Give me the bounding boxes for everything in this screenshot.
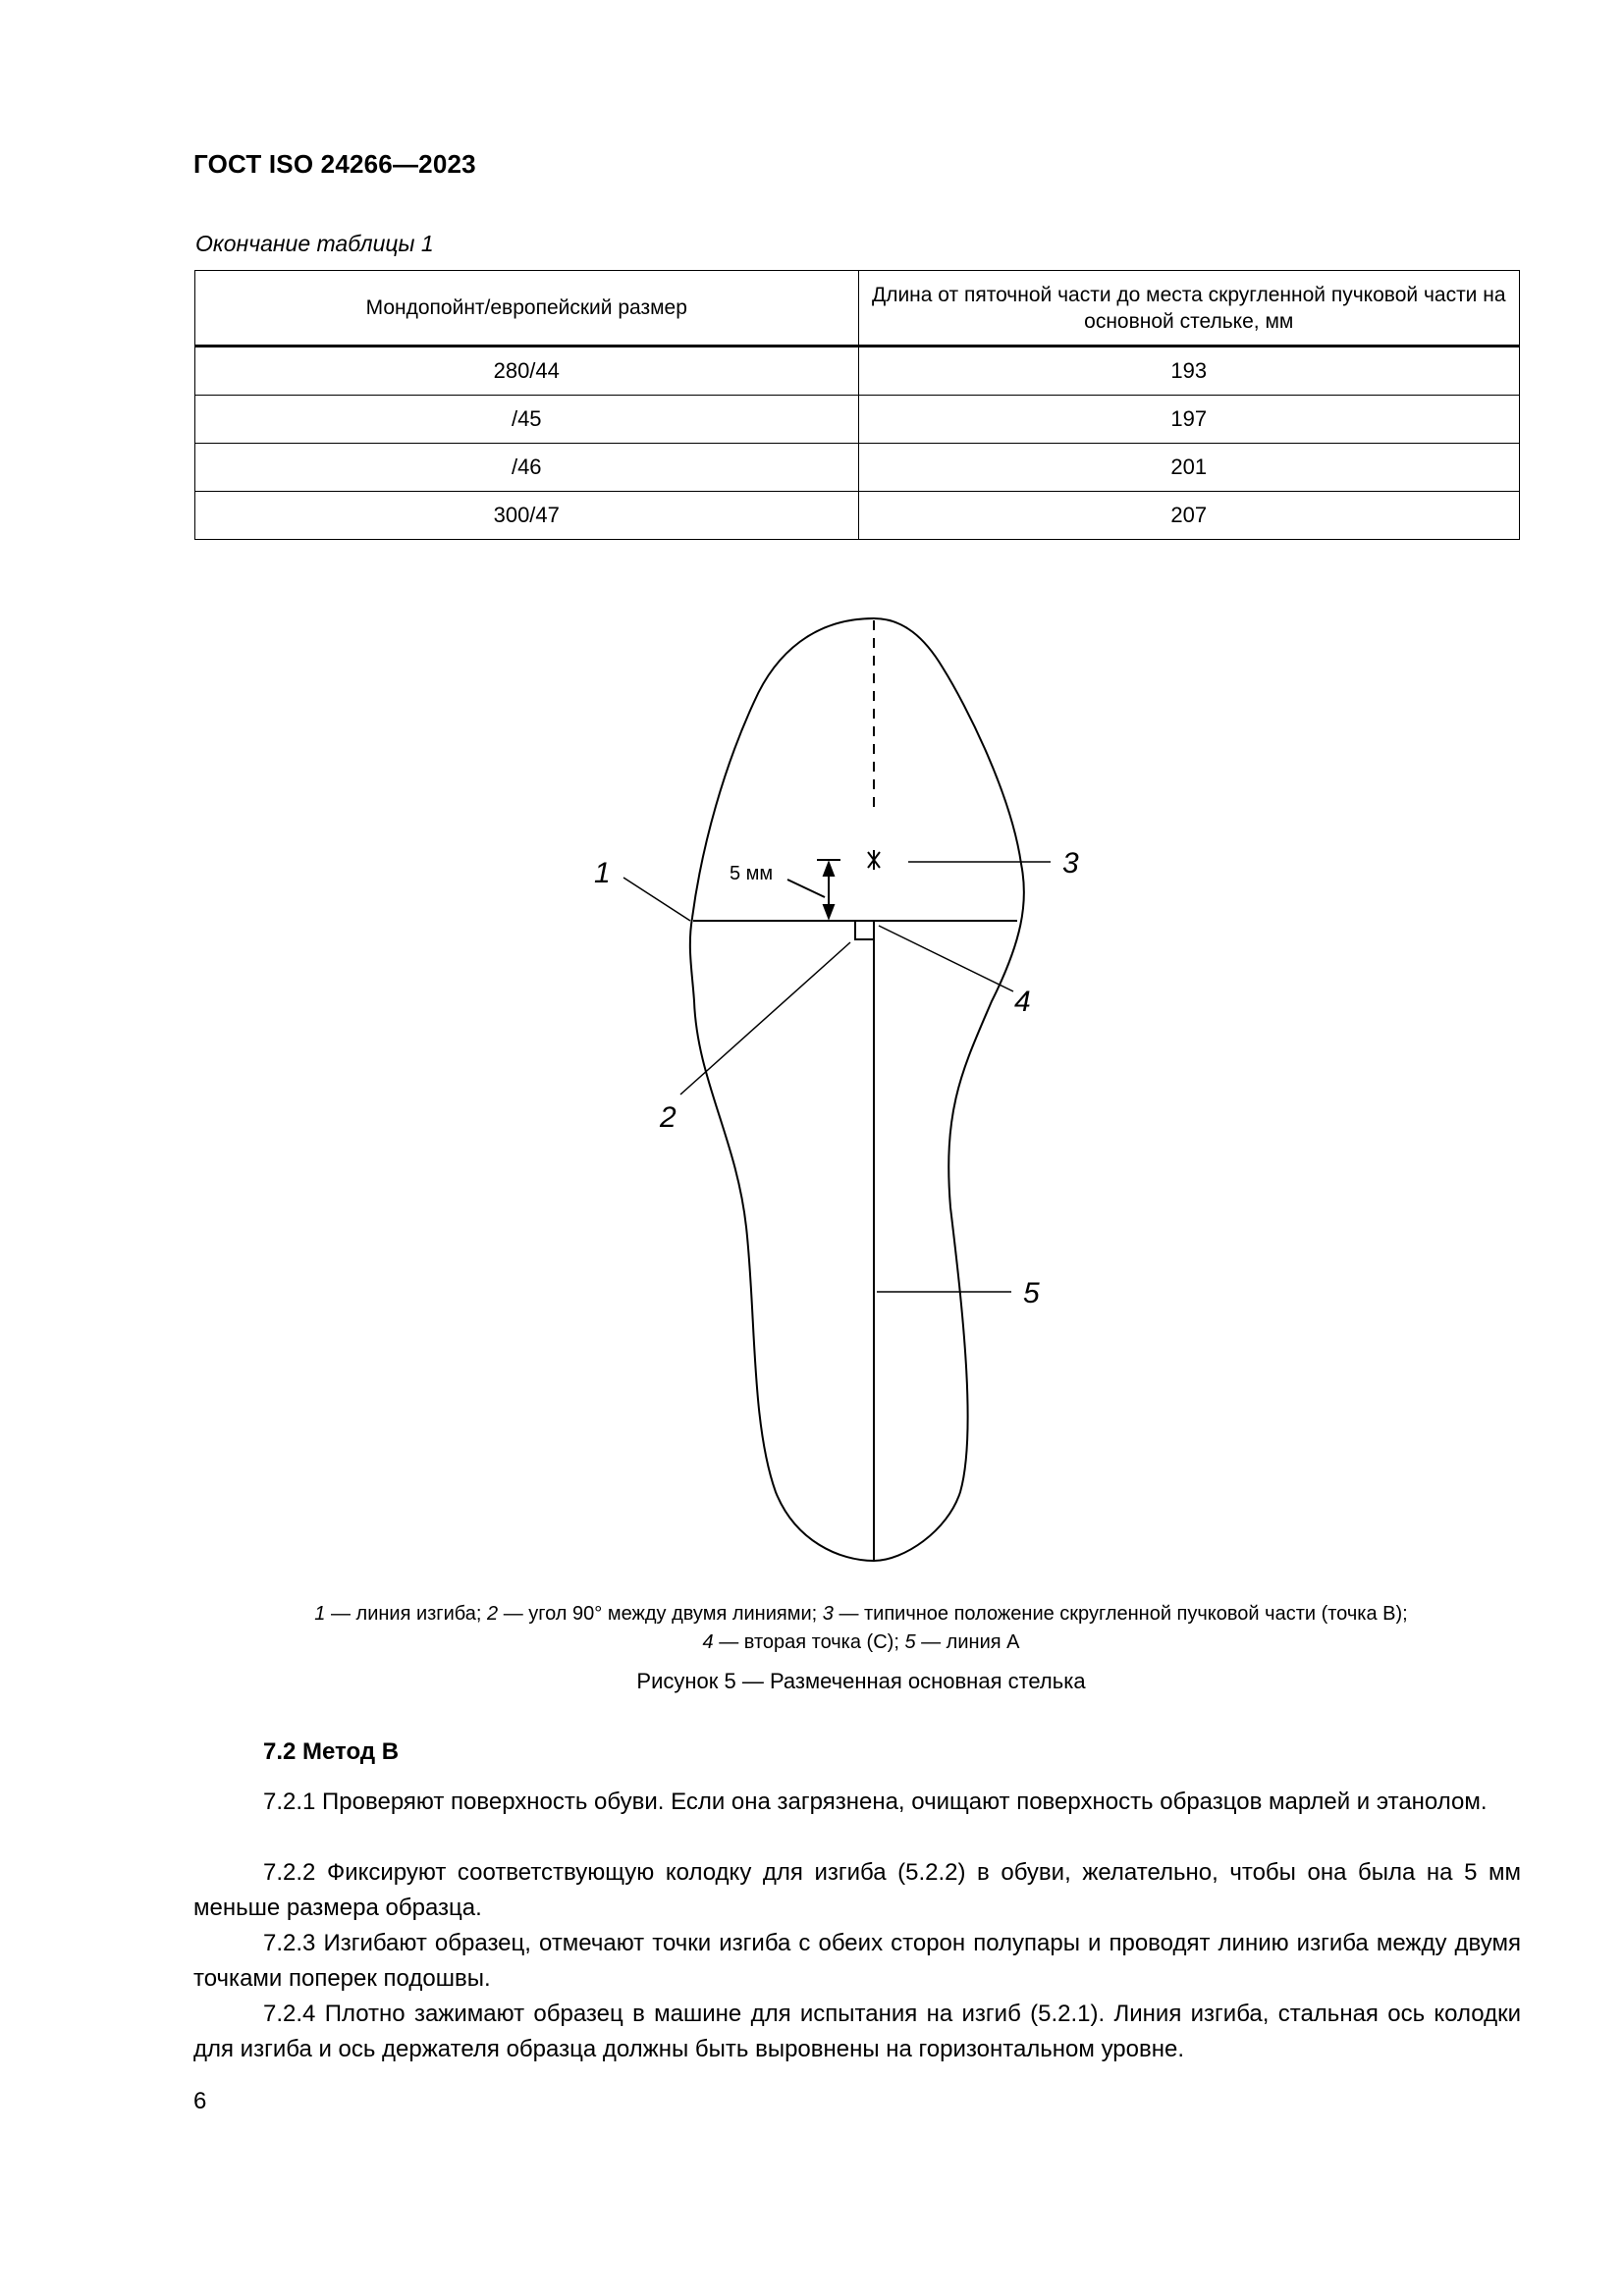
column-header-size: Мондопойнт/европейский размер (195, 271, 859, 347)
callout-2: 2 (660, 1101, 677, 1134)
legend-num: 5 (904, 1631, 916, 1653)
leader-2 (680, 942, 850, 1095)
callout-5: 5 (1023, 1277, 1040, 1309)
legend-num: 2 (487, 1603, 499, 1625)
point-b-marker (868, 850, 880, 870)
legend-text: — угол 90° между двумя линиями; (498, 1603, 823, 1625)
legend-num: 4 (702, 1631, 714, 1653)
insole-outline (690, 618, 1024, 1561)
cell-length: 197 (858, 396, 1520, 444)
paragraph: 7.2.1 Проверяют поверхность обуви. Если она загрязнена, очищают поверхность образцов марлей и этанолом. (263, 1789, 1488, 1815)
cell-size: 280/44 (195, 347, 859, 396)
paragraph: 7.2.3 Изгибают образец, отмечают точки изгиба с обеих сторон полупары и проводят линию изгиба между двумя точками поперек подошвы. (193, 1930, 1521, 1992)
figure-legend (177, 1600, 1545, 1657)
section-heading: 7.2 Метод В (263, 1738, 400, 1765)
paragraph: 7.2.2 Фиксируют соответствующую колодку для изгиба (5.2.2) в обуви, желательно, чтобы она была на 5 мм меньше размера образца. (193, 1859, 1521, 1921)
legend-num: 1 (314, 1603, 326, 1625)
legend-line-2 (177, 1629, 1545, 1657)
right-angle-marker (855, 921, 874, 939)
leader-1 (623, 878, 690, 921)
table-continuation-label: Окончание таблицы 1 (195, 231, 434, 256)
cell-size: 300/47 (195, 492, 859, 540)
callout-1: 1 (594, 857, 611, 889)
cell-length: 201 (858, 444, 1520, 492)
callout-3: 3 (1062, 847, 1079, 880)
legend-text: — линия А (915, 1631, 1020, 1653)
column-header-length: Длина от пяточной части до места скругленной пучковой части на основной стельке, мм (858, 271, 1520, 347)
legend-line-1 (177, 1600, 1545, 1629)
callout-4: 4 (1014, 986, 1031, 1018)
legend-text: — линия изгиба; (325, 1603, 488, 1625)
legend-text: — типичное положение скругленной пучковой части (точка В); (833, 1603, 1408, 1625)
page-number: 6 (193, 2088, 207, 2114)
cell-length: 193 (858, 347, 1520, 396)
legend-text: — вторая точка (С); (713, 1631, 905, 1653)
cell-size: /45 (195, 396, 859, 444)
dimension-5mm (787, 860, 840, 918)
document-code: ГОСТ ISO 24266—2023 (193, 149, 476, 179)
legend-num: 3 (822, 1603, 834, 1625)
cell-size: /46 (195, 444, 859, 492)
dimension-label: 5 мм (730, 863, 774, 884)
paragraph: 7.2.4 Плотно зажимают образец в машине для испытания на изгиб (5.2.1). Линия изгиба, стальная ось колодки для изгиба и ось держателя образца должны быть выровнены на горизонтальном уровне. (193, 2001, 1521, 2062)
cell-length: 207 (858, 492, 1520, 540)
figure-caption: Рисунок 5 — Размеченная основная стелька (636, 1669, 1086, 1693)
leader-4 (879, 926, 1013, 991)
